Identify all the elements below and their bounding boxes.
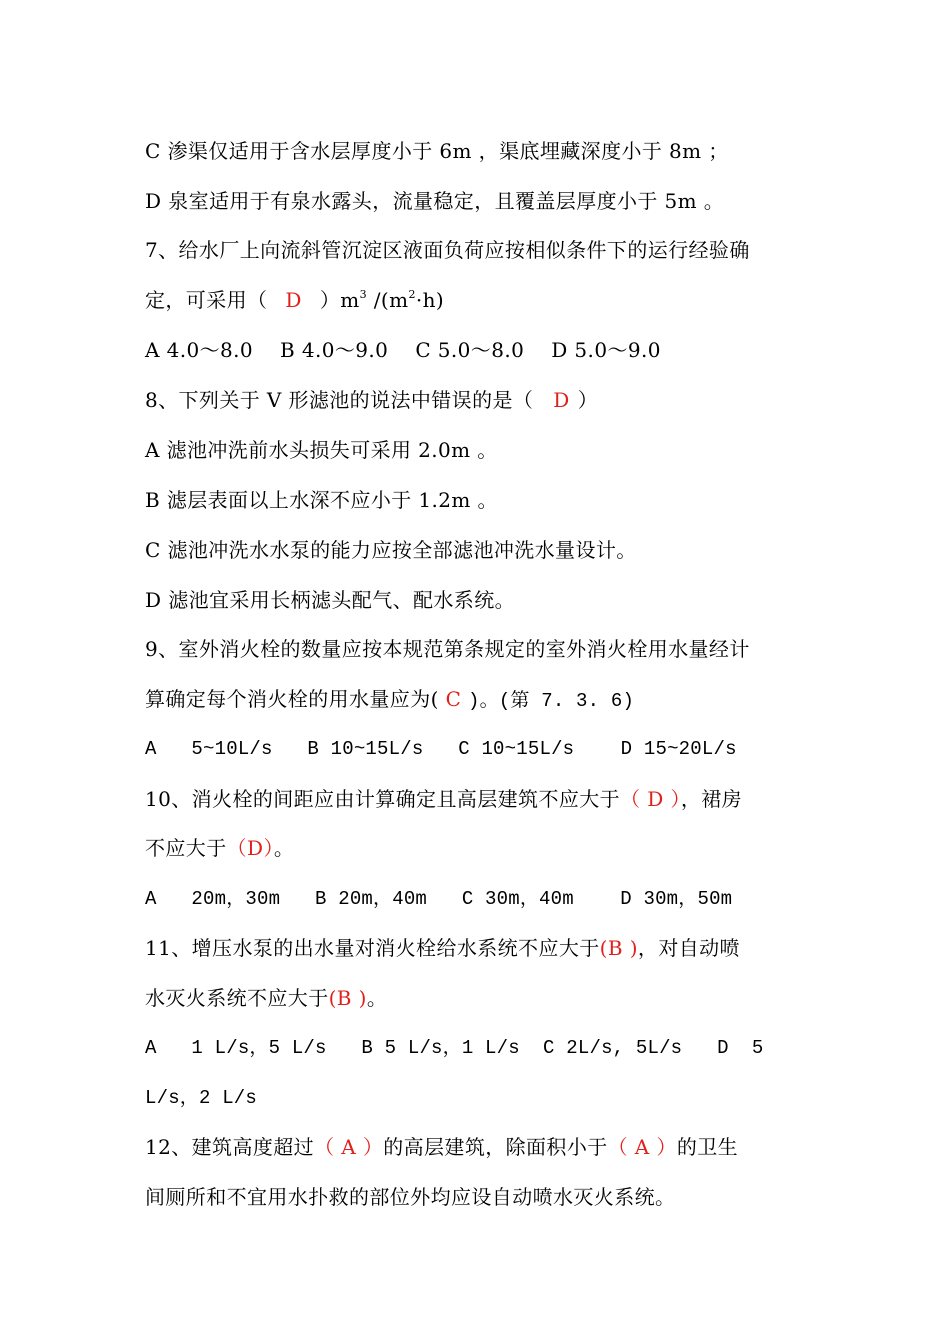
q8-option-b: B 滤层表面以上水深不应小于 1.2m 。 [145, 488, 498, 512]
q10-text-post-2: 。 [273, 836, 295, 860]
q11-text-post-2: 。 [366, 986, 388, 1010]
q10-answer-2: （D） [226, 836, 274, 860]
q8-text-post: ） [577, 388, 599, 412]
option-c-line: C 渗渠仅适用于含水层厚度小于 6m ，渠底埋藏深度小于 8m ； [145, 139, 729, 163]
q9-text-post: )。(第 7. 3. 6) [468, 690, 635, 712]
question-9-options: A 5~10L/s B 10~15L/s C 10~15L/s D 15~20L/s [145, 738, 737, 760]
q8-answer: D [553, 388, 570, 412]
question-11-line-1 [145, 933, 740, 963]
q11-text-post: ，对自动喷 [637, 936, 740, 960]
question-11-options-line-2: L/s，2 L/s [145, 1087, 258, 1109]
question-7-line-2 [145, 285, 444, 315]
q8-option-d: D 滤池宜采用长柄滤头配气、配水系统。 [145, 588, 515, 612]
question-10-line-1 [145, 784, 742, 814]
q12-answer-1: （ A ） [314, 1135, 384, 1159]
q10-text-post: ，裙房 [680, 787, 743, 811]
q10-text-pre: 10、消火栓的间距应由计算确定且高层建筑不应大于 [145, 787, 621, 811]
q12-text-mid: 的高层建筑，除面积小于 [383, 1135, 608, 1159]
q11-answer-1: (B ) [599, 936, 638, 960]
q9-answer: C [438, 687, 469, 711]
q11-text-pre: 11、增压水泵的出水量对消火栓给水系统不应大于 [145, 936, 600, 960]
q8-option-c: C 滤池冲洗水水泵的能力应按全部滤池冲洗水量设计。 [145, 538, 637, 562]
q7-text-end: ·h) [415, 288, 445, 312]
question-9-line-1: 9、室外消火栓的数量应按本规范第条规定的室外消火栓用水量经计 [145, 637, 750, 661]
q12-answer-2: （ A ） [607, 1135, 677, 1159]
question-12-line-2: 间厕所和不宜用水扑救的部位外均应设自动喷水灭火系统。 [145, 1185, 676, 1209]
q8-option-a: A 滤池冲洗前水头损失可采用 2.0m 。 [145, 438, 498, 462]
q9-text-pre: 算确定每个消火栓的用水量应为( [145, 687, 439, 711]
q11-answer-2: (B ) [328, 986, 367, 1010]
question-10-options: A 20m，30m B 20m，40m C 30m，40m D 30m，50m [145, 888, 733, 910]
question-11-line-2 [145, 983, 387, 1013]
q10-text-pre-2: 不应大于 [145, 836, 227, 860]
question-12-line-1 [145, 1132, 738, 1162]
q7-text-mid: /(m [367, 288, 409, 312]
q12-text-post: 的卫生 [676, 1135, 739, 1159]
q7-sup-2: 2 [408, 288, 416, 301]
q11-text-pre-2: 水灭火系统不应大于 [145, 986, 329, 1010]
q7-sup-3: 3 [359, 288, 368, 301]
q7-text-post: ）m [319, 288, 360, 312]
q7-text-pre: 定，可采用（ [145, 288, 268, 312]
q8-text-pre: 8、下列关于 V 形滤池的说法中错误的是（ [145, 388, 534, 412]
question-10-line-2 [145, 833, 294, 863]
q12-text-pre: 12、建筑高度超过 [145, 1135, 315, 1159]
question-8-line [145, 385, 598, 415]
question-11-options-line-1: A 1 L/s，5 L/s B 5 L/s，1 L/s C 2L/s, 5L/s D 5 [145, 1037, 764, 1059]
q7-answer: D [285, 288, 302, 312]
question-9-line-2 [145, 684, 634, 716]
q10-answer-1: （ D ） [620, 787, 681, 811]
option-d-line: D 泉室适用于有泉水露头，流量稳定，且覆盖层厚度小于 5m 。 [145, 189, 725, 213]
question-7-line-1: 7、给水厂上向流斜管沉淀区液面负荷应按相似条件下的运行经验确 [145, 238, 750, 262]
question-7-options: A 4.0～8.0 B 4.0～9.0 C 5.0～8.0 D 5.0～9.0 [145, 338, 661, 362]
